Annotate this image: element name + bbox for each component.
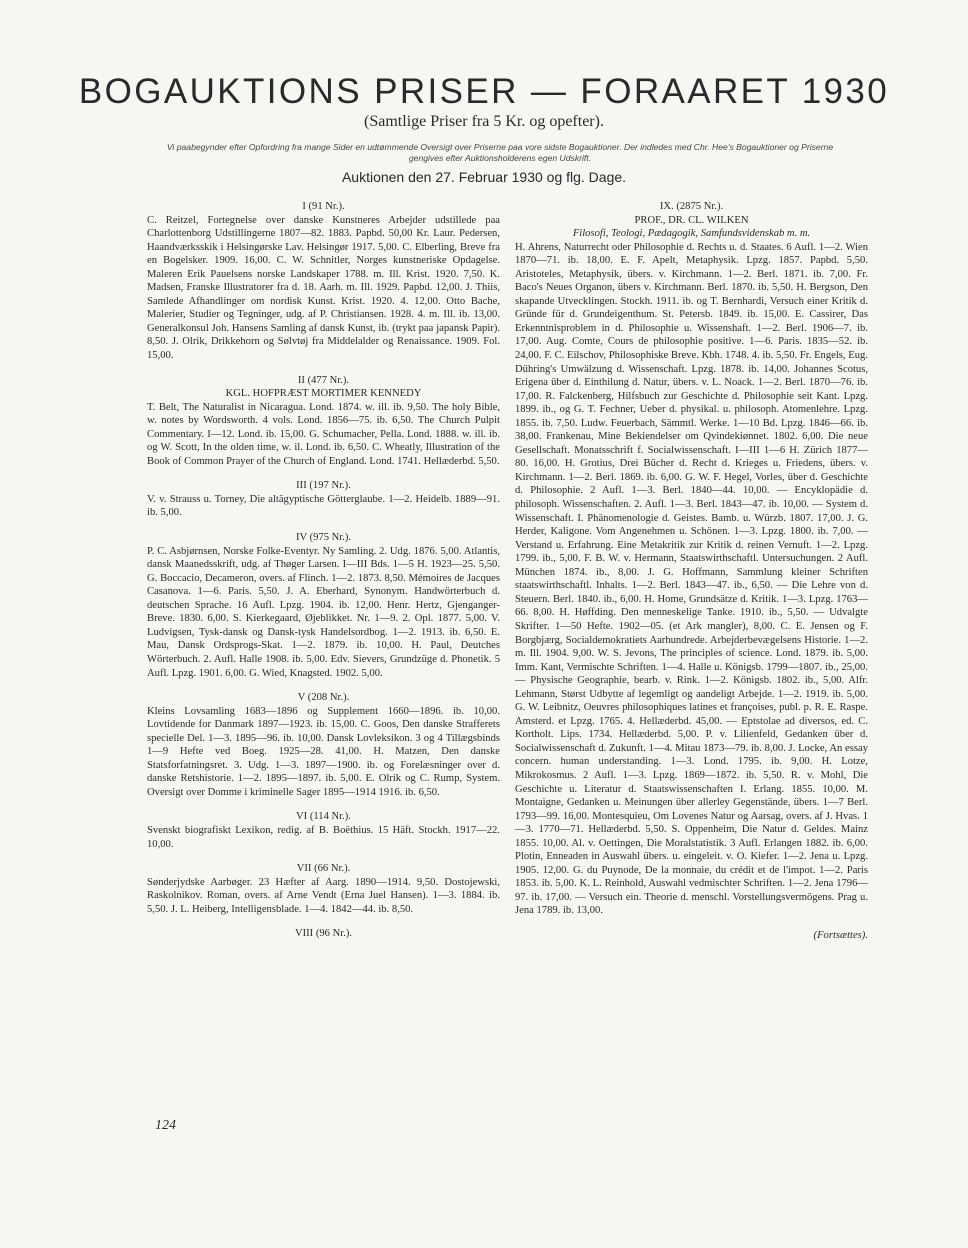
section-text: C. Reitzel, Fortegnelse over danske Kunstneres Arbejder udstillede paa Charlottenborg Udstillingerne 1807—82. 1883. Papbd. 50,00 Kr. Laur. Pedersen, Haandværksskik i Helsingørske Lav. Helsingør 1917. 5,00. C. Elberling, Breve fra en Bogelsker. 1909. 16,00. C. W. Schnitler, Norges kunstneriske Opdagelse. Maleren Erik Pauelsens norske Landskaper 1788. m. Ill. Krist. 1920. 7,50. K. Madsen, Franske Illustratorer fra d. 18. Aarh. m. Ill. 1929. Papbd. 12,00. J. Thiis, Samlede Afhandlinger om nordisk Kunst. Krist. 1920. 4. 12,00. Otto Bache, Malerier, Studier og Tegninger, udg. af P. Christiansen. 1928. 4. m. Ill. ib. 13,00. Generalkonsul Joh. Hansens Samling af dansk Kunst, ib. (trykt paa japansk Papir). 8,50. J. Olrik, Drikkehorn og Sølvtøj fra Middelalder og Renaissance. 1909. Fol. 15,00. xyxy=(147,214,500,362)
auction-heading: Auktionen den 27. Februar 1930 og flg. Dage. xyxy=(341,169,627,185)
section-heading: III (197 Nr.). xyxy=(296,480,351,492)
section-text: V. v. Strauss u. Torney, Die altägyptische Götterglaube. 1—2. Heidelb. 1889—91. ib. 5,00. xyxy=(147,493,500,519)
section-text: T. Belt, The Naturalist in Nicaragua. Lond. 1874. w. ill. ib. 9,50. The holy Bible, w. notes by Wordsworth. 4 vols. Lond. 1856—75. ib. 6,50. The Church Pulpit Commentary. I—12. Lond. ib. 15,00. G. Schumacher, Pella. Lond. 1888. w. ill. ib. og W. Scott, In the olden time, w. il. Lond. ib. 6,50. C. Wheatly, Illustration of the Book of Common Prayer of the Church of England. Lond. 1741. Hellæderbd. 5,50. xyxy=(147,401,500,467)
page-title: BOGAUKTIONS PRISER — FORAARET 1930 xyxy=(78,72,890,111)
page-number: 124 xyxy=(155,1118,176,1133)
section-heading: IV (975 Nr.). xyxy=(295,532,352,544)
section-text: Kleins Lovsamling 1683—1896 og Supplement 1660—1896. ib. 10,00. Lovtidende for Danmark 1897—1923. ib. 15,00. C. Goos, Den danske Strafferets specielle Del. 1—3. 1895—96. ib. 10,00. Dansk Lovleksikon. 3 og 4 Tillægsbinds 1—9 Hefte ved Boeg. 1925—28. 41,00. H. Matzen, Den danske Statsforfatningsret. 3. Udg. 1—3. 1897—1900. ib. og Forelæsninger over d. danske Retshistorie. 1—2. 1895—1897. ib. 5,00. E. Olrik og C. Rump, System. Oversigt over Domme i kriminelle Sager 1895—1914 1916. ib. 6,50. xyxy=(147,705,500,798)
section-text: Sønderjydske Aarbøger. 23 Hæfter af Aarg. 1890—1914. 9,50. Dostojewski, Raskolnikov. Roman, overs. af Arne Vendt (Erna Juel Hansen). 1—3. 1884. ib. 5,50. J. L. Heiberg, Intelligensblade. 1—4. 1842—44. ib. 8,50. xyxy=(147,876,500,915)
section-subheading-topics: Filosofi, Teologi, Pædagogik, Samfundsvidenskab m. m. xyxy=(572,228,811,240)
section-heading: VII (66 Nr.). xyxy=(296,863,351,875)
section-text: P. C. Asbjørnsen, Norske Folke-Eventyr. Ny Samling. 2. Udg. 1876. 5,00. Atlantis, dansk Maanedsskrift, udg. af Thøger Larsen. I—III Bds. 1—5 H. 1923—25. 5,50. G. Boccacio, Decameron, overs. af Flinch. 1—2. 1873. 8,50. Mémoires de Jacques Casanova. 1—6. Paris. 5,50. J. A. Eberhard, Synonym. Handwörterbuch d. deutschen Sprache. 16 Aufl. Lpzg. 1904. ib. 12,00. Henr. Hertz, Gjenganger-Breve. 1830. 6,00. S. Kierkegaard, Øjeblikket. Nr. 1—9. 2. Opl. 1877. 5,00. V. Ludvigsen, Tysk-dansk og Dansk-tysk Handelsordbog. 1—2. 1913. ib. 6,50. E. Mau, Dansk Ordsprogs-Skat. 1—2. 1879. ib. 10,00. H. Paul, Deutches Wörterbuch. 2. Aufl. Halle 1908. ib. 5,00. Edv. Sievers, Grundzüge d. Phonetik. 5 Aufl. Lpzg. 1901. 6,00. G. Wied, Knagsted. 1902. 5,00. xyxy=(147,545,500,679)
section-subheading: PROF., DR. CL. WILKEN xyxy=(634,214,749,226)
section-heading: V (208 Nr.). xyxy=(297,692,350,704)
continued-note: (Fortsættes). xyxy=(813,929,868,941)
section-subheading: KGL. HOFPRÆST MORTIMER KENNEDY xyxy=(225,388,422,400)
section-text: H. Ahrens, Naturrecht oder Philosophie d. Rechts u. d. Staates. 6 Aufl. 1—2. Wien 1870—71. ib. 18,00. E. F. Apelt, Metaphysik. Lpzg. 1857. Papbd. 5,50. Aristoteles, Metaphysik, übers. v. Kirchmann. 1—2. Berl. 1871. ib. 7,00. Fr. Baco's Neues Organon, übers v. Kirchmann. Berl. 1870. ib. 5,50. H. Bergson, Den skapande Utvecklingen. Stockh. 1911. ib. og T. Bernhardi, Versuch einer Kritik d. Gründe für d. Grundeigenthum. St. Petersb. 1849. ib. 15,00. E. Cassirer, Das Erkenntnisproblem in d. Philosophie u. Wissenshaft. 1—2. Berl. 1906—7. ib. 17,00. Aug. Comte, Cours de philosophie positive. 1—6. Paris. 1835—52. ib. 24,00. F. C. Eilschov, Philosophiske Breve. Kbh. 1748. 4. ib. 5,50. Fr. Engels, Eug. Dühring's Umwälzung d. Wissenschaft. Lpzg. 1878. ib. 14,00. Johannes Scotus, Erigena über d. Einthilung d. Natur, übers. v. L. Noack. 1—2. Berl. 1870—76. ib. 17,00. R. Falckenberg, Hilfsbuch zur Geschichte d. Philosophie seit Kant. Lpzg. 1899. ib., og G. T. Fechner, Ueber d. physikal. u. philosoph. Atomenlehre. Lpzg. 1855. ib. 7,50. Ludw. Feuerbach, Sämmtl. Werke. 1—10 Bd. Lpzg. 1846—66. ib. 38,00. Frankenau, Mine Bekiendelser om Qvindekiønnet. 1802. 6,00. Die neue Gesellschaft. Monatsschrift f. Socialwissenschaft. I—III 1—6 H. Zürich 1877—80. 16,00. H. Grotius, Drei Bücher d. Recht d. Krieges u. Friedens, übers. v. Kirchmann. 1—2. Berl. 1869. ib. 6,00. G. W. F. Hegel, Vorles, über d. Geschichte d. Philosophie. 2 Aufl. 1—3. Berl. 1840—44. 10,00. — Encyklopädie d. philosoph. Wissenschaften. 2. Aufl. 1—3. Berl. 1843—47. ib. 10,00. — System d. Wissenschaft. I. Phänomenologie d. Geistes. Bamb. u. Würzb. 1807. 17,00. J. G. Herder, Kaligone. Vom Angenehmen u. Schönen. 1—3. Lpzg. 1800. ib. 7,00. — Verstand u. Erfahrung. Eine Metakritik zur Kritik d. reinen Vernuft. 1—2. Lpzg. 1799. ib., 5,00. F. B. W. v. Hermann, Staatswirthschaftl. Untersuchungen. 2 Aufl. München 1874. ib., 8,00. J. G. Hoffmann, Sammlung kleiner Schriften staatswirthschaftl. Inhalts. 1—2. Berl. 1843—47. ib., 6,50. — Die Lehre von d. Steuern. Berl. 1840. ib., 6,00. H. Home, Grundsätze d. Kritik. 1—3. Lpzg. 1763—66. 8,00. H. Høffding. Den menneskelige Tanke. 1910. ib., 5,50. — Udvalgte Skrifter. 1—50 Hefte. 1902—05. (et Ark mangler), 8,00. C. E. Jensen og F. Borgbjærg, Socialdemokratiets Aarhundrede. Arbejderbevægelsens Historie. 1—2. m. Ill. 1904. 9,00. W. S. Jevons, The principles of science. Lond. 1879. ib. 5,00. Imm. Kant, Vermischte Schriften. 1—4. Halle u. Königsb. 1799—1807. ib., 25,00. — Physische Geographie, bearb. v. Rink. 1—2. Königsb. 1802. ib., 5,00. Alfr. Lehmann, Størst Udbytte af legemligt og aandeligt Arbejde. 1—2. 1919. ib. 5,00. G. W. Leibnitz, Oeuvres philosophiques latines et françoises, publ. p. R. E. Raspe. Amsterd. et Lpzg. 1765. 4. Hellæderbd. 45,00. — Eptstolae ad diversos, ed. C. Kortholt. Lips. 1734. Hellæderbd. 5,00. P. v. Lilienfeld, Gedanken über d. Socialwissenschaft d. Zukunft. 1—4. Mitau 1873—79. ib. 8,00. J. Locke, An essay concern. human understanding. 1—3. Lond. 1795. ib. 9,00. H. Lotze, Mikrokosmus. 2 Aufl. 1—3. Lpzg. 1869—1872. ib. 5,50. R. v. Mohl, Die Geschichte u. Literatur d. Staatswissenschaften I. Erlang. 1855. 10,00. M. Montaigne, Gedanken u. Meinungen über allerley Gegenstände, übers. 1—7 Berl. 1793—99. 16,00. Montesquieu, Om Lovenes Natur og Aarsag, overs. af J. Hvas. 1—3. 1770—71. Hellæderbd. 5,50. S. Oppenheim, Die Natur d. Geldes. Mainz 1855. 10,00. Al. v. Oettingen, Die Moralstatistik. 3 Aufl. Erlangen 1882. ib. 6,00. Plotin, Enneaden in Auswahl übers. u. eingeleit. v. O. Kiefer. 1—2. Jena u. Lpzg. 1905. 12,00. G. du Puynode, De la monnaie, du crédit et de l'impot. 1—2. Paris 1853. ib. 5,00. K. L. Reinhold, Auswahl vedmischter Schriften. 1—2. Jena 1796—97. ib. 17,00. — Versuch ein. Theorie d. menschl. Vorstellungsvermögens. Prag u. Jena 1789. ib. 13,00. xyxy=(515,241,868,917)
left-column xyxy=(147,200,500,941)
section-heading: IX. (2875 Nr.). xyxy=(659,201,724,212)
right-column xyxy=(515,200,868,953)
section-heading: II (477 Nr.). xyxy=(297,374,350,386)
section-text: Svenskt biografiskt Lexikon, redig. af B. Boëthius. 15 Häft. Stockh. 1917—22. 10,00. xyxy=(147,824,500,850)
subtitle: (Samtlige Priser fra 5 Kr. og opefter). xyxy=(364,113,604,130)
section-heading: VI (114 Nr.). xyxy=(296,811,351,823)
section-heading: VIII (96 Nr.). xyxy=(294,928,353,940)
intro-text: Vi paabegynder efter Opfordring fra mange Sider en udtømmende Oversigt over Priserne paa vore sidste Bogauktioner. Der indledes med Chr. Hee's Bogauktioner og Priserne gengives efter Auktionsholderens egen Udskrift. xyxy=(166,142,834,163)
section-heading: I (91 Nr.). xyxy=(302,201,345,212)
